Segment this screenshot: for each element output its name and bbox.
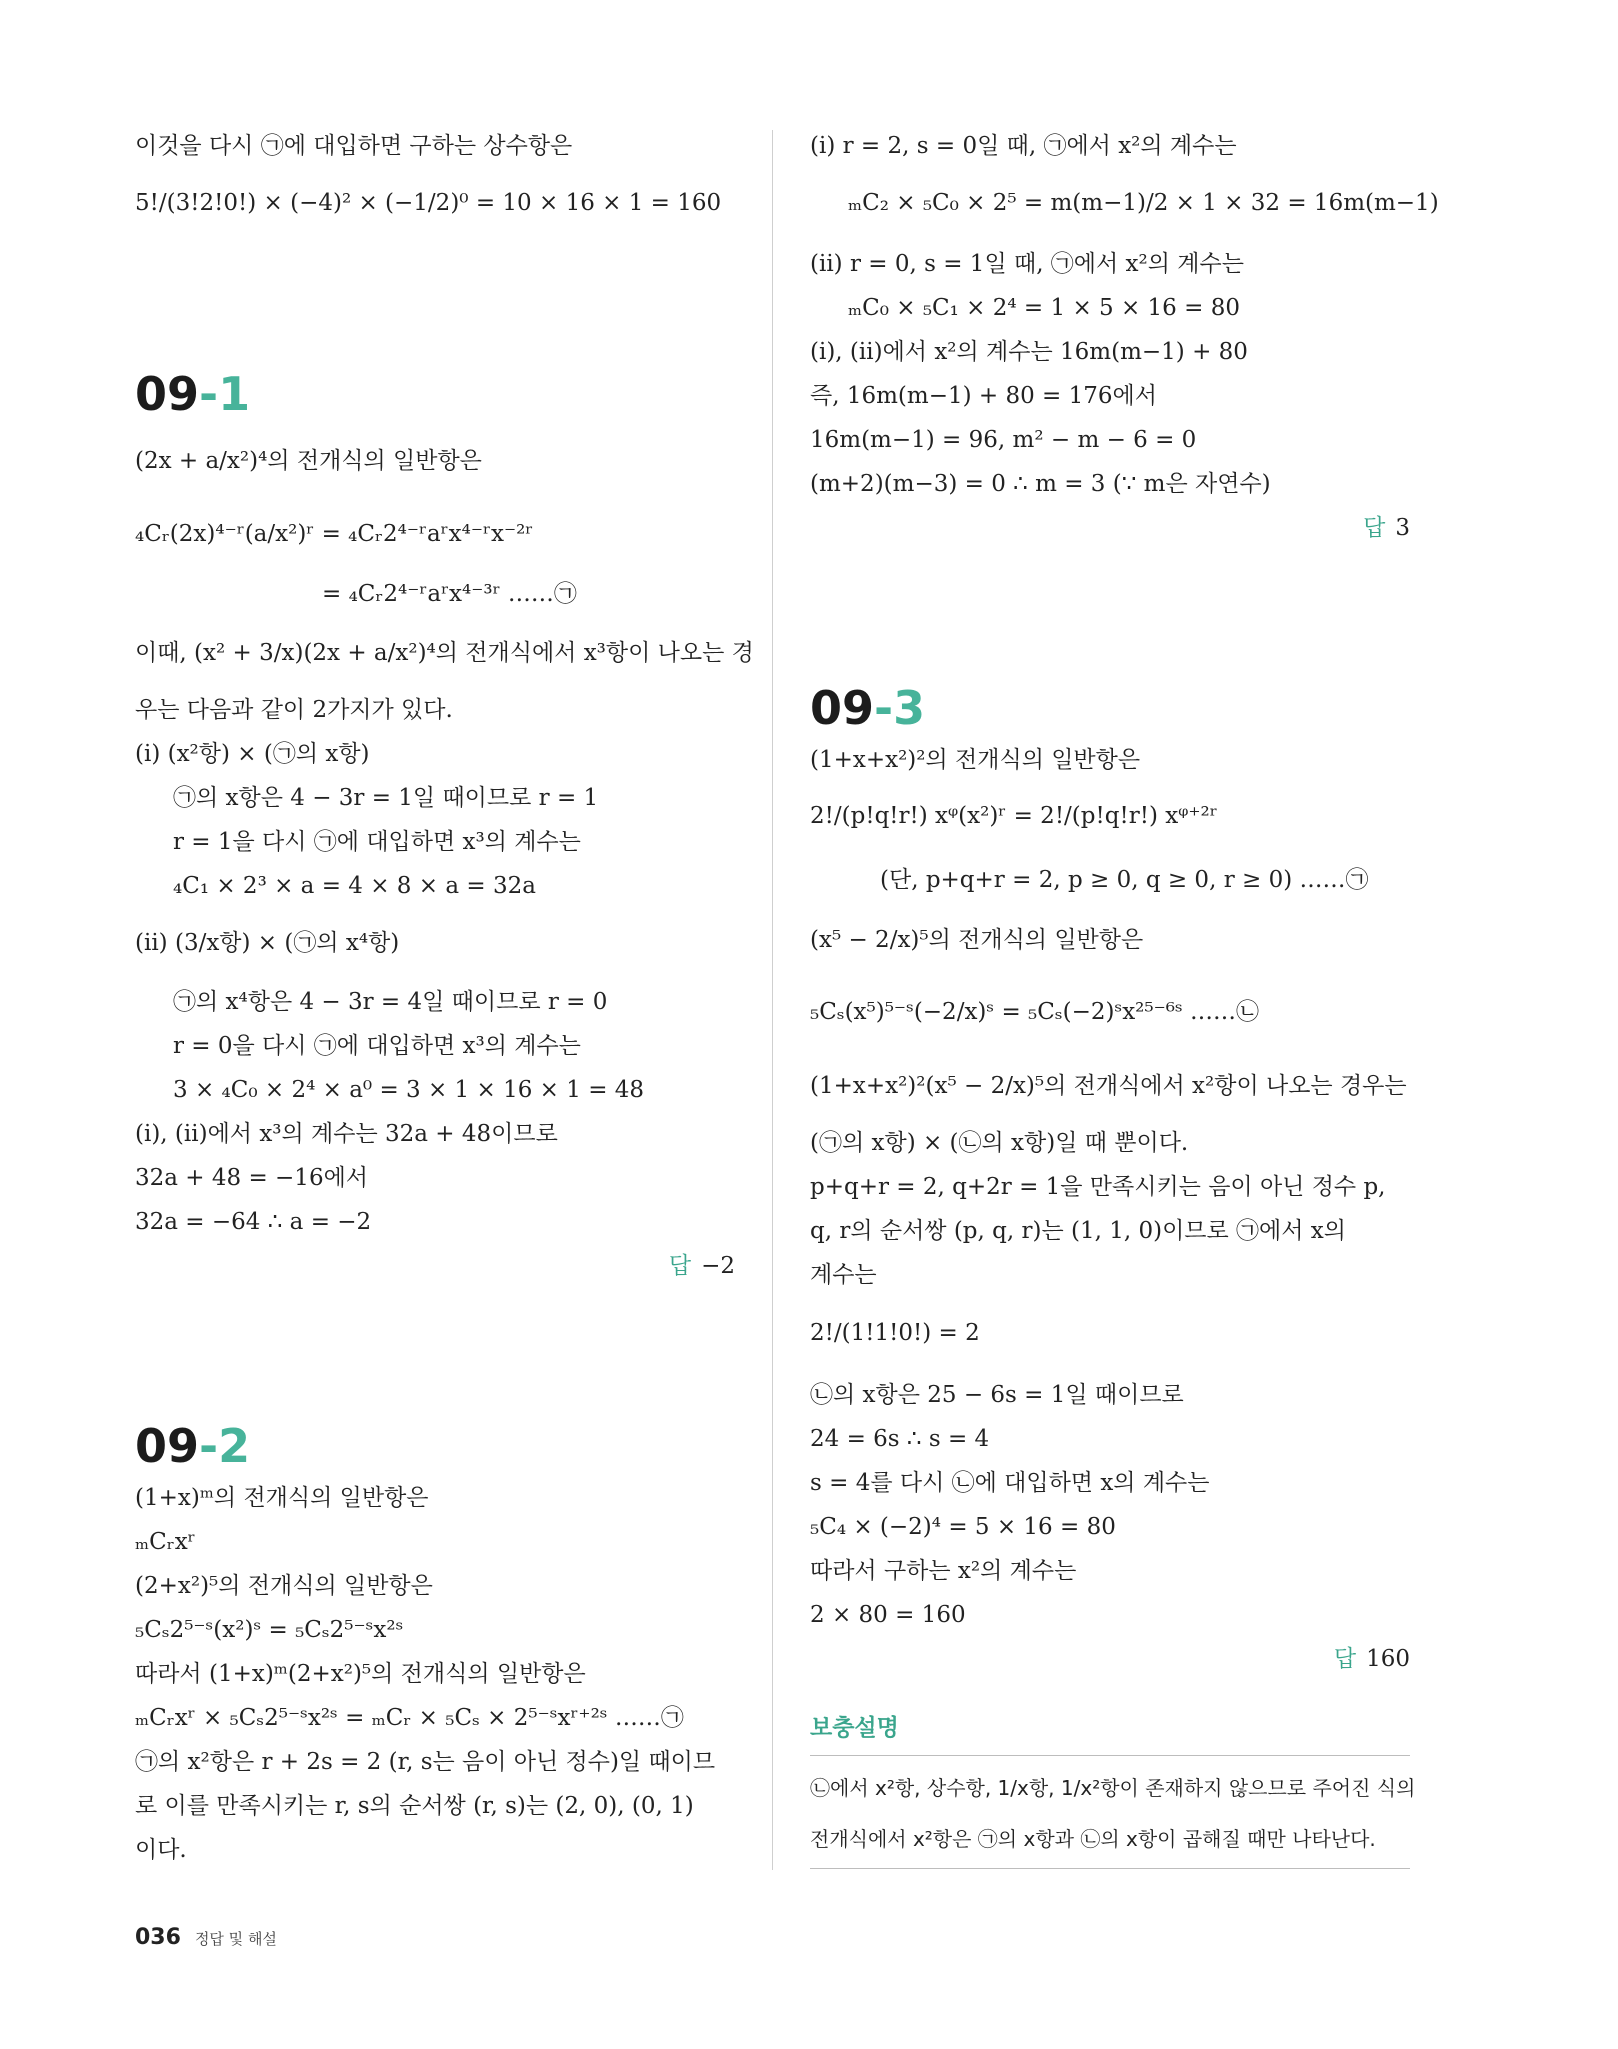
supplement-bottom-divider <box>810 1868 1410 1869</box>
section-title-09-2: 09-2 <box>135 1419 251 1473</box>
s2-cont-line: ₘC₂ × ₅C₀ × 2⁵ = m(m−1)/2 × 1 × 32 = 16m(m−1) <box>848 190 1439 216</box>
s2-line: 이다. <box>135 1837 187 1863</box>
s1-line: ₄C₁ × 2³ × a = 4 × 8 × a = 32a <box>173 873 536 899</box>
supplement-divider <box>810 1755 1410 1756</box>
s1-line: (2x + a/x²)⁴의 전개식의 일반항은 <box>135 448 482 474</box>
page-number: 036 <box>135 1925 181 1950</box>
answer-value: −2 <box>701 1253 735 1279</box>
s3-line: p+q+r = 2, q+2r = 1을 만족시키는 음이 아닌 정수 p, <box>810 1174 1386 1200</box>
s1-line: r = 0을 다시 ㉠에 대입하면 x³의 계수는 <box>173 1033 581 1059</box>
footer-label: 정답 및 해설 <box>194 1930 277 1948</box>
answer-value: 160 <box>1366 1646 1410 1672</box>
page-footer <box>135 1925 277 1950</box>
s1-line: r = 1을 다시 ㉠에 대입하면 x³의 계수는 <box>173 829 581 855</box>
s3-line: (1+x+x²)²(x⁵ − 2/x)⁵의 전개식에서 x²항이 나오는 경우는 <box>810 1073 1407 1099</box>
s1-line: (ⅰ) (x²항) × (㉠의 x항) <box>135 741 370 767</box>
s3-line: 따라서 구하는 x²의 계수는 <box>810 1558 1077 1584</box>
s2-cont-line: (ⅰ), (ⅱ)에서 x²의 계수는 16m(m−1) + 80 <box>810 339 1248 365</box>
s3-line: 24 = 6s ∴ s = 4 <box>810 1426 990 1452</box>
s2-cont-line: (ⅱ) r = 0, s = 1일 때, ㉠에서 x²의 계수는 <box>810 251 1244 277</box>
s1-line: 32a = −64 ∴ a = −2 <box>135 1209 372 1235</box>
column-divider <box>772 130 773 1870</box>
s1-line: 이때, (x² + 3/x)(2x + a/x²)⁴의 전개식에서 x³항이 나오는 경 <box>135 640 754 666</box>
section-title-09-3: 09-3 <box>810 681 926 735</box>
s3-line: ₅Cₛ(x⁵)⁵⁻ˢ(−2/x)ˢ = ₅Cₛ(−2)ˢx²⁵⁻⁶ˢ ……㉡ <box>810 999 1260 1025</box>
s1-line: (ⅰ), (ⅱ)에서 x³의 계수는 32a + 48이므로 <box>135 1121 558 1147</box>
s3-line: ₅C₄ × (−2)⁴ = 5 × 16 = 80 <box>810 1514 1116 1540</box>
s2-line: ₘCᵣxʳ × ₅Cₛ2⁵⁻ˢx²ˢ = ₘCᵣ × ₅Cₛ × 2⁵⁻ˢxʳ⁺²ˢ ……㉠ <box>135 1705 684 1731</box>
supplement-title: 보충설명 <box>810 1715 899 1741</box>
s2-line: (1+x)ᵐ의 전개식의 일반항은 <box>135 1485 429 1511</box>
s2-line: (2+x²)⁵의 전개식의 일반항은 <box>135 1573 433 1599</box>
intro-formula: 5!/(3!2!0!) × (−4)² × (−1/2)⁰ = 10 × 16 × 1 = 160 <box>135 190 722 216</box>
s3-line: 2!/(1!1!0!) = 2 <box>810 1320 980 1346</box>
s3-line: 계수는 <box>810 1262 877 1288</box>
s1-line: = ₄Cᵣ2⁴⁻ʳaʳx⁴⁻³ʳ ……㉠ <box>322 581 577 607</box>
s1-line: 32a + 48 = −16에서 <box>135 1165 369 1191</box>
s1-line: ㉠의 x⁴항은 4 − 3r = 4일 때이므로 r = 0 <box>173 989 608 1015</box>
s2-answer <box>1363 512 1410 544</box>
supplement-line: ㉡에서 x²항, 상수항, 1/x항, 1/x²항이 존재하지 않으므로 주어진 식의 <box>810 1776 1416 1800</box>
s2-cont-line: (m+2)(m−3) = 0 ∴ m = 3 (∵ m은 자연수) <box>810 471 1271 497</box>
section-title-09-1: 09-1 <box>135 367 251 421</box>
supplement-line: 전개식에서 x²항은 ㉠의 x항과 ㉡의 x항이 곱해질 때만 나타난다. <box>810 1827 1376 1851</box>
answer-label: 답 <box>668 1253 692 1279</box>
s3-line: (x⁵ − 2/x)⁵의 전개식의 일반항은 <box>810 927 1144 953</box>
answer-value: 3 <box>1395 515 1410 541</box>
s3-line: 2 × 80 = 160 <box>810 1602 966 1628</box>
s2-cont-line: (ⅰ) r = 2, s = 0일 때, ㉠에서 x²의 계수는 <box>810 133 1237 159</box>
s2-cont-line: 즉, 16m(m−1) + 80 = 176에서 <box>810 383 1157 409</box>
s3-line: (1+x+x²)²의 전개식의 일반항은 <box>810 747 1141 773</box>
s2-cont-line: ₘC₀ × ₅C₁ × 2⁴ = 1 × 5 × 16 = 80 <box>848 295 1240 321</box>
s1-line: (ⅱ) (3/x항) × (㉠의 x⁴항) <box>135 930 400 956</box>
s1-answer <box>669 1250 735 1282</box>
s2-line: ₅Cₛ2⁵⁻ˢ(x²)ˢ = ₅Cₛ2⁵⁻ˢx²ˢ <box>135 1617 404 1643</box>
s2-cont-line: 16m(m−1) = 96, m² − m − 6 = 0 <box>810 427 1197 453</box>
s3-line: (단, p+q+r = 2, p ≥ 0, q ≥ 0, r ≥ 0) ……㉠ <box>880 867 1369 893</box>
s1-line: ₄Cᵣ(2x)⁴⁻ʳ(a/x²)ʳ = ₄Cᵣ2⁴⁻ʳaʳx⁴⁻ʳx⁻²ʳ <box>135 521 534 547</box>
s2-line: 로 이를 만족시키는 r, s의 순서쌍 (r, s)는 (2, 0), (0, 1) <box>135 1793 694 1819</box>
s2-line: 따라서 (1+x)ᵐ(2+x²)⁵의 전개식의 일반항은 <box>135 1661 586 1687</box>
s1-line: 우는 다음과 같이 2가지가 있다. <box>135 697 453 723</box>
s3-line: s = 4를 다시 ㉡에 대입하면 x의 계수는 <box>810 1470 1210 1496</box>
s3-line: (㉠의 x항) × (㉡의 x항)일 때 뿐이다. <box>810 1130 1189 1156</box>
s1-line: 3 × ₄C₀ × 2⁴ × a⁰ = 3 × 1 × 16 × 1 = 48 <box>173 1077 645 1103</box>
s3-line: q, r의 순서쌍 (p, q, r)는 (1, 1, 0)이므로 ㉠에서 x의 <box>810 1218 1346 1244</box>
s3-line: 2!/(p!q!r!) xᵠ(x²)ʳ = 2!/(p!q!r!) xᵠ⁺²ʳ <box>810 803 1218 829</box>
s3-line: ㉡의 x항은 25 − 6s = 1일 때이므로 <box>810 1382 1184 1408</box>
intro-line: 이것을 다시 ㉠에 대입하면 구하는 상수항은 <box>135 133 573 159</box>
s2-line: ㉠의 x²항은 r + 2s = 2 (r, s는 음이 아닌 정수)일 때이므 <box>135 1749 716 1775</box>
s3-answer <box>1334 1643 1410 1675</box>
s2-line: ₘCᵣxʳ <box>135 1529 196 1555</box>
s1-line: ㉠의 x항은 4 − 3r = 1일 때이므로 r = 1 <box>173 785 599 811</box>
answer-label: 답 <box>1333 1646 1357 1672</box>
answer-label: 답 <box>1363 515 1386 541</box>
